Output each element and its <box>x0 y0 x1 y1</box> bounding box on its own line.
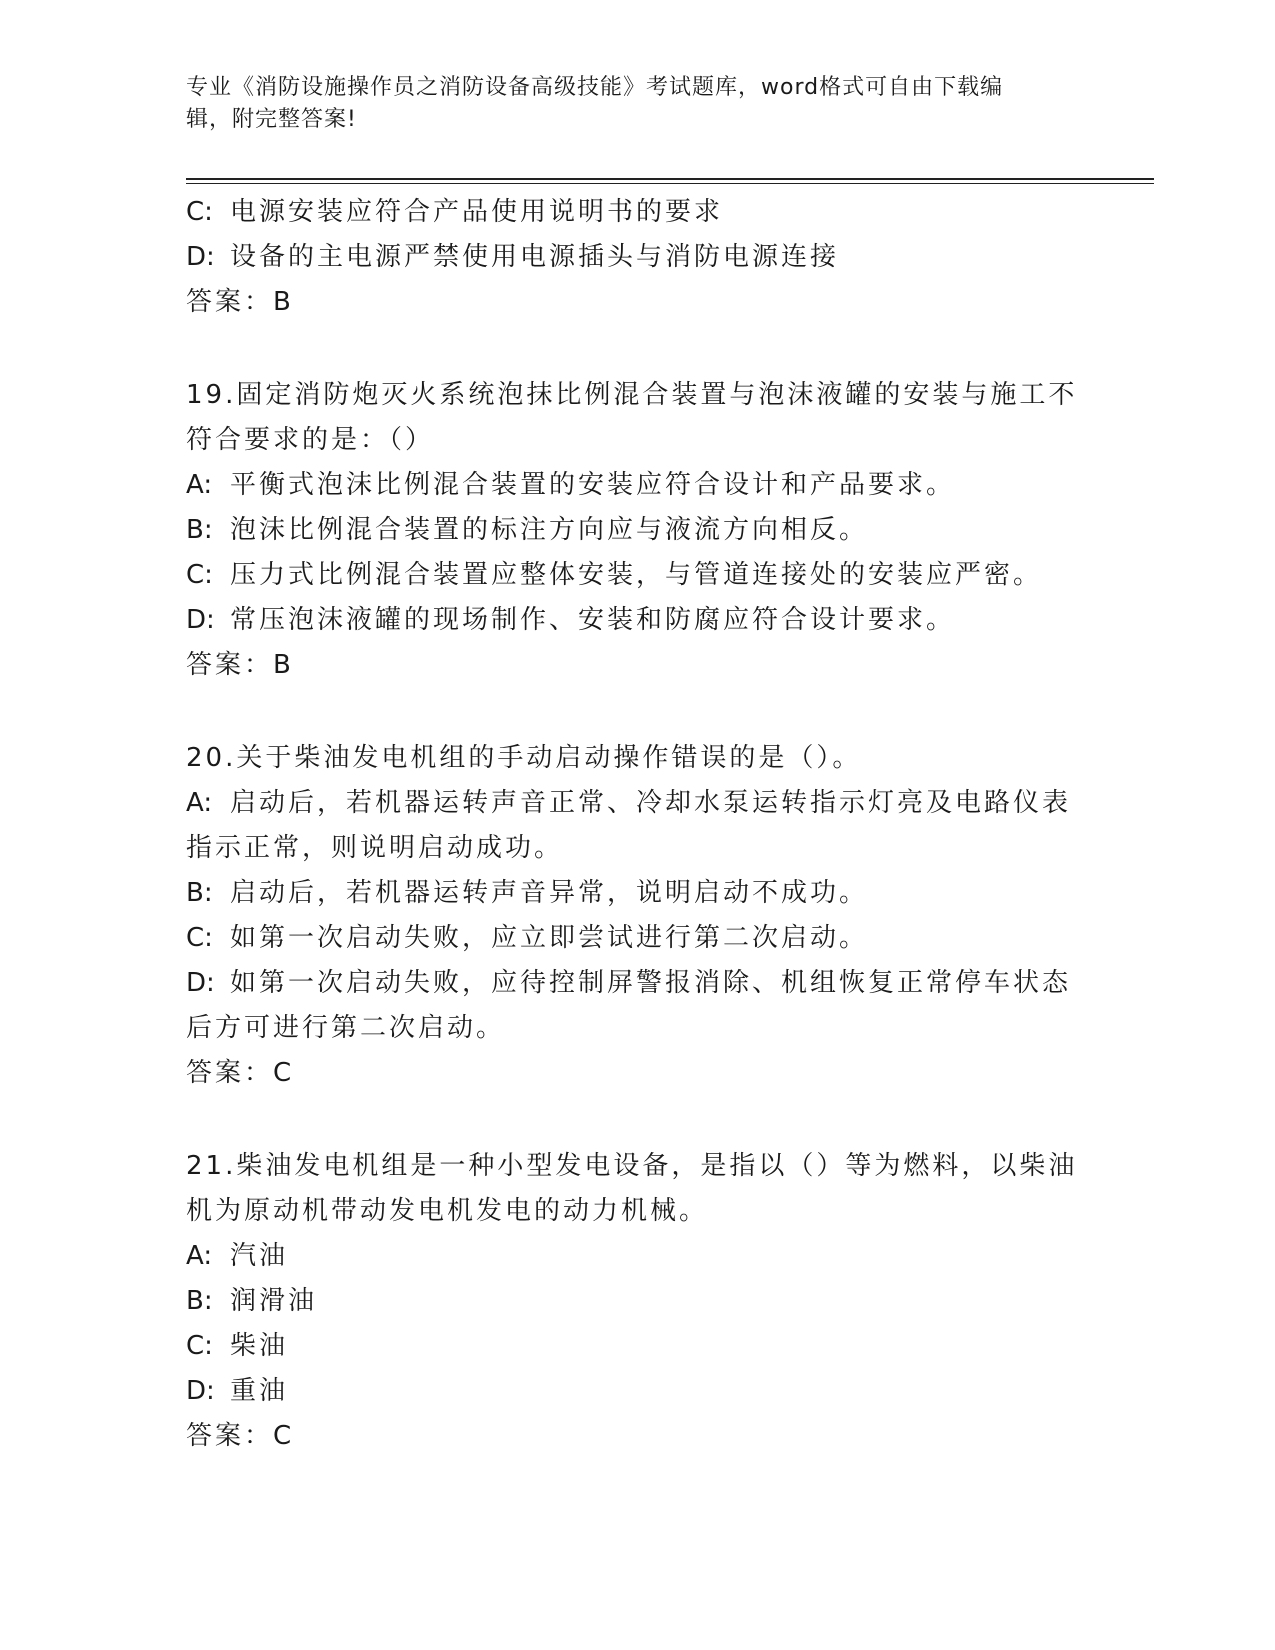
option-d-continued: 后方可进行第二次启动。 <box>186 1013 506 1043</box>
spacer <box>186 688 1066 736</box>
spacer <box>186 325 1066 373</box>
question-20 <box>186 736 1072 1096</box>
header-line-2: 辑，附完整答案! <box>186 107 357 132</box>
option-text: 如第一次启动失败，应待控制屏警报消除、机组恢复正常停车状态 <box>230 968 1072 998</box>
option-label: A: <box>186 788 213 818</box>
option-text: 润滑油 <box>230 1286 318 1316</box>
option-label: C: <box>186 560 213 590</box>
question-stem-line: 符合要求的是：（） <box>186 425 435 455</box>
option-label: D: <box>186 1376 215 1406</box>
option-a-continued: 指示正常，则说明启动成功。 <box>186 833 564 863</box>
option-b <box>186 1279 1066 1324</box>
header-rule-top <box>186 178 1154 180</box>
question-stem-line: 20.关于柴油发电机组的手动启动操作错误的是（）。 <box>186 743 862 773</box>
option-a <box>186 1234 1066 1279</box>
option-d <box>186 961 1072 1006</box>
option-text: 压力式比例混合装置应整体安装，与管道连接处的安装应严密。 <box>230 560 1043 590</box>
option-c <box>186 1324 1066 1369</box>
option-c <box>186 553 1066 598</box>
option-text: 电源安装应符合产品使用说明书的要求 <box>230 197 724 227</box>
option-d <box>186 235 1066 280</box>
header-line-1: 专业《消防设施操作员之消防设备高级技能》考试题库，word格式可自由下载编 <box>186 75 1004 100</box>
header-rule-bottom <box>186 183 1154 184</box>
answer: 答案：B <box>186 287 294 317</box>
option-label: B: <box>186 1286 213 1316</box>
option-label: D: <box>186 605 215 635</box>
option-text: 启动后，若机器运转声音正常、冷却水泵运转指示灯亮及电路仪表 <box>230 788 1072 818</box>
option-label: D: <box>186 242 215 272</box>
option-text: 如第一次启动失败，应立即尝试进行第二次启动。 <box>230 923 869 953</box>
option-label: C: <box>186 923 213 953</box>
answer: 答案：C <box>186 1058 295 1088</box>
option-text: 启动后，若机器运转声音异常，说明启动不成功。 <box>230 878 869 908</box>
question-21 <box>186 1144 1078 1459</box>
option-label: A: <box>186 1241 213 1271</box>
option-label: C: <box>186 1331 213 1361</box>
option-label: A: <box>186 470 213 500</box>
page-header <box>186 72 1066 136</box>
option-a <box>186 781 1072 826</box>
option-a <box>186 463 1066 508</box>
spacer <box>186 1096 1066 1144</box>
option-label: D: <box>186 968 215 998</box>
option-text: 泡沫比例混合装置的标注方向应与液流方向相反。 <box>230 515 869 545</box>
option-label: B: <box>186 515 213 545</box>
answer: 答案：B <box>186 650 294 680</box>
option-c <box>186 190 1066 235</box>
option-label: B: <box>186 878 213 908</box>
option-b <box>186 508 1066 553</box>
option-d <box>186 1369 1066 1414</box>
prev-question-block <box>186 190 1066 325</box>
option-d <box>186 598 1066 643</box>
question-stem-line: 19.固定消防炮灭火系统泡抹比例混合装置与泡沫液罐的安装与施工不 <box>186 380 1078 410</box>
answer: 答案：C <box>186 1421 295 1451</box>
option-label: C: <box>186 197 213 227</box>
option-b <box>186 871 1066 916</box>
option-text: 设备的主电源严禁使用电源插头与消防电源连接 <box>230 242 840 272</box>
option-text: 柴油 <box>230 1331 289 1361</box>
option-c <box>186 916 1066 961</box>
question-stem-line: 21.柴油发电机组是一种小型发电设备，是指以（）等为燃料，以柴油 <box>186 1151 1078 1181</box>
question-content <box>186 190 1078 1459</box>
question-19 <box>186 373 1078 688</box>
option-text: 重油 <box>230 1376 289 1406</box>
option-text: 汽油 <box>230 1241 289 1271</box>
option-text: 常压泡沫液罐的现场制作、安装和防腐应符合设计要求。 <box>230 605 956 635</box>
option-text: 平衡式泡沫比例混合装置的安装应符合设计和产品要求。 <box>230 470 956 500</box>
question-stem-line: 机为原动机带动发电机发电的动力机械。 <box>186 1196 709 1226</box>
